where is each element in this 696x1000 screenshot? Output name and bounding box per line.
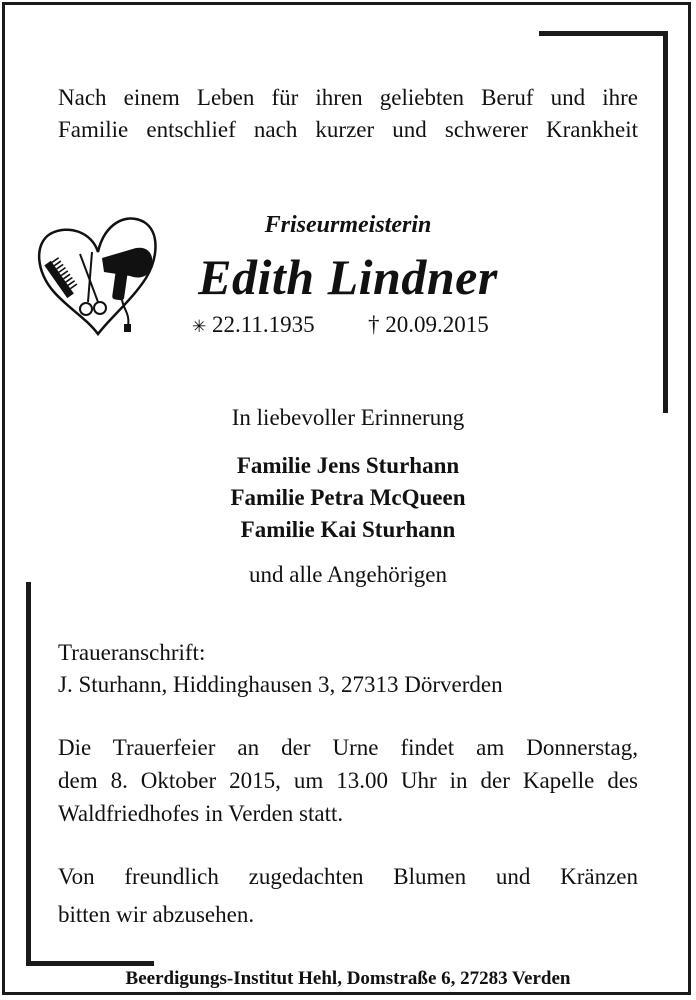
family-name: Familie Jens Sturhann: [236, 453, 460, 478]
flowers-line: Von freundlich zugedachten Blumen und Kränzen: [58, 864, 638, 889]
flowers-line: bitten wir abzusehen.: [58, 902, 255, 927]
death-date-value: 20.09.2015: [385, 312, 489, 337]
intro-line: Nach einem Leben für ihren geliebten Beruf und ihre: [58, 85, 638, 110]
birth-date-value: 22.11.1935: [212, 312, 315, 337]
family-list: [100, 450, 596, 546]
ceremony-notice: [58, 731, 638, 830]
birth-date: [192, 312, 315, 338]
relatives-line: und alle Angehörigen: [248, 562, 447, 587]
funeral-home-footer: Beerdigungs-Institut Hehl, Domstraße 6, 27283 Verden: [125, 968, 571, 989]
intro-line: Familie entschlief nach kurzer und schwerer Krankheit: [58, 117, 638, 142]
ceremony-line: Waldfriedhofes in Verden statt.: [58, 801, 344, 826]
cross-icon: †: [368, 312, 380, 337]
address-label: Traueranschrift:: [58, 640, 206, 665]
family-name: Familie Petra McQueen: [230, 485, 466, 510]
ceremony-line: Die Trauerfeier an der Urne findet am Donnerstag,: [58, 735, 638, 760]
deceased-name: Edith Lindner: [198, 249, 498, 305]
intro-text: [58, 82, 638, 146]
memory-line: In liebevoller Erinnerung: [231, 405, 465, 430]
ceremony-line: dem 8. Oktober 2015, um 13.00 Uhr in der Kapelle des: [58, 768, 638, 793]
family-name: Familie Kai Sturhann: [240, 517, 456, 542]
star-icon: ✳: [192, 317, 207, 337]
address-line: J. Sturhann, Hiddinghausen 3, 27313 Dörverden: [58, 672, 503, 697]
death-date: [368, 312, 489, 338]
heart-hairdresser-icon: [32, 214, 162, 346]
profession-title: Friseurmeisterin: [264, 212, 432, 238]
flowers-notice: [58, 858, 638, 934]
mourning-address: [58, 637, 638, 701]
